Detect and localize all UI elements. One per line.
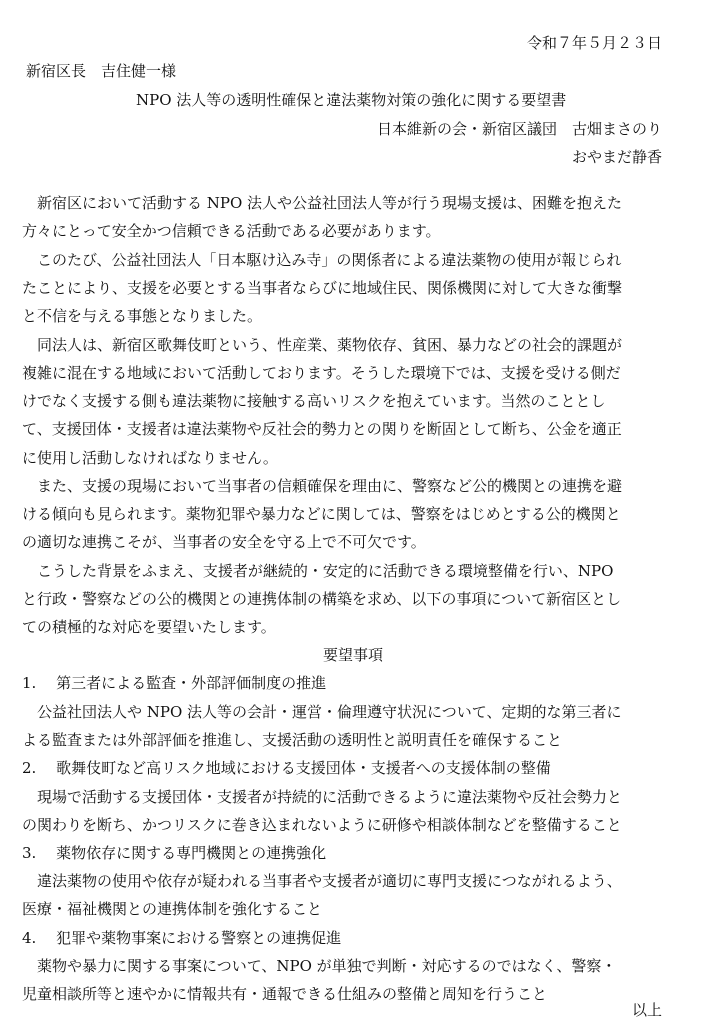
closing: 以上 <box>631 1001 662 1019</box>
addressee: 新宿区長 吉住健一様 <box>26 62 177 80</box>
request-item-title: 2. 歌舞伎町など高リスク地域における支援団体・支援者への支援体制の整備 <box>22 759 551 777</box>
paragraph-4-line: の適切な連携こそが、当事者の安全を守る上で不可欠です。 <box>22 533 426 551</box>
paragraph-3-line: けでなく支援する側も違法薬物に接触する高いリスクを抱えています。当然のこととし <box>22 392 606 410</box>
request-item-title: 4. 犯罪や薬物事案における警察との連携促進 <box>22 929 342 947</box>
request-item-text: 児童相談所等と速やかに情報共有・通報できる仕組みの整備と周知を行うこと <box>22 985 548 1003</box>
paragraph-5-line: と行政・警察などの公的機関との連携体制の構築を求め、以下の事項について新宿区とし <box>22 590 622 608</box>
request-item-title: 1. 第三者による監査・外部評価制度の推進 <box>22 674 327 692</box>
paragraph-1-line: 新宿区において活動する NPO 法人や公益社団法人等が行う現場支援は、困難を抱えた <box>22 194 623 212</box>
sender-line-1: 日本維新の会・新宿区議団 古畑まさのり <box>376 120 662 138</box>
paragraph-4-line: ける傾向も見られます。薬物犯罪や暴力などに関しては、警察をはじめとする公的機関と <box>22 505 621 523</box>
paragraph-5-line: ての積極的な対応を要望いたします。 <box>22 618 276 636</box>
request-item-text: 違法薬物の使用や依存が疑われる当事者や支援者が適切に専門支援につながれるよう、 <box>22 872 622 890</box>
paragraph-2-line: たことにより、支援を必要とする当事者ならびに地域住民、関係機関に対して大きな衝撃 <box>22 279 623 297</box>
paragraph-2-line: と不信を与える事態となりました。 <box>22 307 263 325</box>
paragraph-3-line: に使用し活動しなければなりません。 <box>22 449 278 467</box>
requests-heading: 要望事項 <box>322 646 383 664</box>
paragraph-4-line: また、支援の現場において当事者の信頼確保を理由に、警察など公的機関との連携を避 <box>22 477 623 495</box>
request-item-text: 医療・福祉機関との連携体制を強化すること <box>22 900 323 918</box>
request-item-text: 現場で活動する支援団体・支援者が持続的に活動できるように違法薬物や反社会勢力と <box>22 788 623 806</box>
request-item-text: 公益社団法人や NPO 法人等の会計・運営・倫理遵守状況について、定期的な第三者に <box>22 703 622 721</box>
request-item-title: 3. 薬物依存に関する専門機関との連携強化 <box>22 844 327 862</box>
paragraph-5-line: こうした背景をふまえ、支援者が継続的・安定的に活動できる環境整備を行い、NPO <box>22 562 614 580</box>
request-item-text: の関わりを断ち、かつリスクに巻き込まれないように研修や相談体制などを整備すること <box>22 816 622 834</box>
paragraph-3-line: て、支援団体・支援者は違法薬物や反社会的勢力との関りを断固として断ち、公金を適正 <box>22 420 622 438</box>
sender-line-2: おやまだ静香 <box>571 148 662 166</box>
date: 令和７年５月２３日 <box>526 34 662 52</box>
request-item-text: よる監査または外部評価を推進し、支援活動の透明性と説明責任を確保すること <box>22 731 563 749</box>
paragraph-1-line: 方々にとって安全かつ信頼できる活動である必要があります。 <box>22 222 441 240</box>
paragraph-2-line: このたび、公益社団法人「日本駆け込み寺」の関係者による違法薬物の使用が報じられ <box>22 251 622 269</box>
paragraph-3-line: 同法人は、新宿区歌舞伎町という、性産業、薬物依存、貧困、暴力などの社会的課題が <box>22 336 623 354</box>
paragraph-3-line: 複雑に混在する地域において活動しております。そうした環境下では、支援を受ける側だ <box>22 364 621 382</box>
document-title: NPO 法人等の透明性確保と違法薬物対策の強化に関する要望書 <box>136 91 567 109</box>
request-item-text: 薬物や暴力に関する事案について、NPO が単独で判断・対応するのではなく、警察・ <box>22 957 617 975</box>
